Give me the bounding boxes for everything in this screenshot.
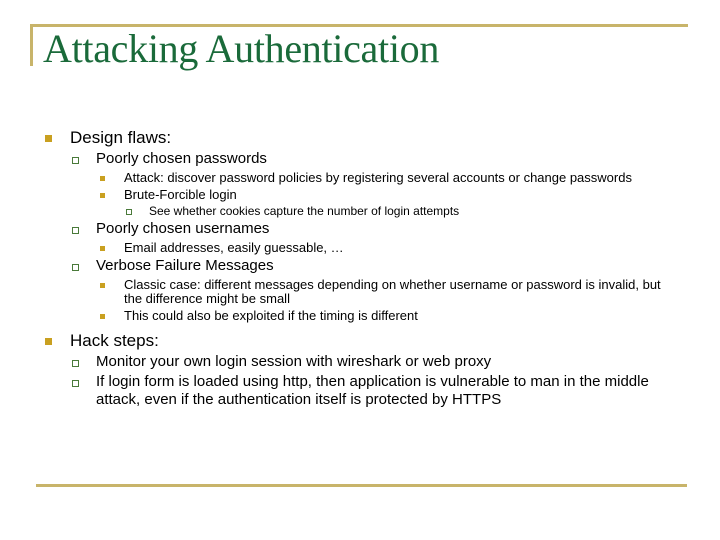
- bullet-monitor-session: Monitor your own login session with wireshark or web proxy: [0, 353, 656, 371]
- frame-left-line: [30, 24, 33, 66]
- hollow-square-bullet-icon: [72, 380, 79, 387]
- slide-body: [0, 126, 720, 409]
- hollow-square-bullet-icon: [72, 157, 79, 164]
- bullet-poorly-chosen-passwords: Poorly chosen passwords: [0, 150, 720, 168]
- slide-title: Attacking Authentication: [43, 26, 440, 71]
- square-bullet-icon: [45, 135, 52, 142]
- bullet-timing: This could also be exploited if the timing is different: [0, 309, 664, 323]
- bullet-verbose-failure-messages: Verbose Failure Messages: [0, 257, 720, 275]
- bullet-email-addresses: Email addresses, easily guessable, …: [0, 241, 664, 255]
- square-bullet-icon: [100, 193, 105, 198]
- square-bullet-icon: [100, 246, 105, 251]
- square-bullet-icon: [100, 176, 105, 181]
- square-bullet-icon: [45, 338, 52, 345]
- hollow-square-bullet-icon: [72, 227, 79, 234]
- square-bullet-icon: [100, 314, 105, 319]
- hollow-square-bullet-icon: [72, 264, 79, 271]
- frame-bottom-line: [36, 484, 687, 487]
- bullet-poorly-chosen-usernames: Poorly chosen usernames: [0, 220, 720, 238]
- square-bullet-icon: [100, 283, 105, 288]
- hollow-square-bullet-icon: [72, 360, 79, 367]
- bullet-attack-discover-policies: Attack: discover password policies by registering several accounts or change passwords: [0, 171, 664, 185]
- bullet-design-flaws: Design flaws:: [0, 128, 720, 148]
- bullet-hack-steps: Hack steps:: [0, 331, 720, 351]
- bullet-classic-case: Classic case: different messages depending on whether username or password is invalid, but the difference might be small: [0, 278, 664, 306]
- hollow-square-bullet-icon: [126, 209, 132, 215]
- bullet-brute-forcible-login: Brute-Forcible login: [0, 188, 664, 202]
- bullet-cookies-login-attempts: See whether cookies capture the number of login attempts: [0, 204, 720, 218]
- bullet-login-form-http: If login form is loaded using http, then application is vulnerable to man in the middle attack, even if the authentication itself is protected by HTTPS: [0, 373, 676, 409]
